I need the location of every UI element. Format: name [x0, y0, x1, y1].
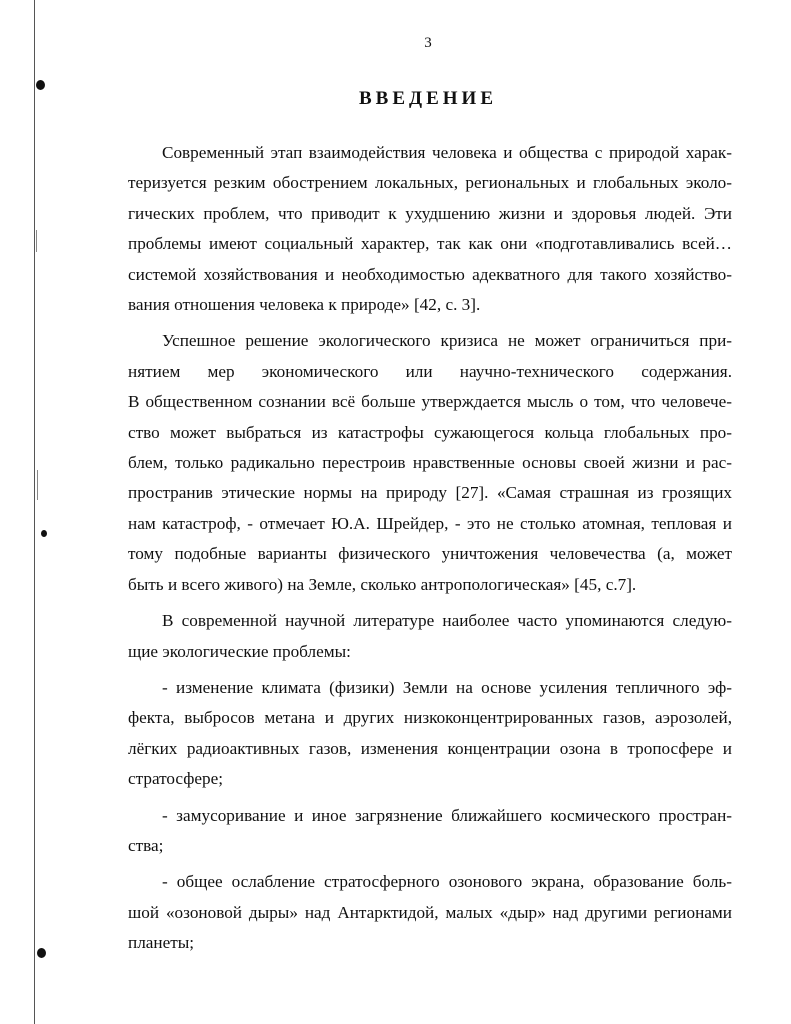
text-line: щие экологические проблемы:	[128, 641, 351, 661]
text-line: В современной научной литературе наиболее часто упоминаются следую-	[162, 611, 732, 631]
text-line: Успешное решение экологического кризиса не может ограничиться при-	[162, 331, 732, 351]
text-line: нятием мер экономического или научно-технического содержания.	[128, 361, 732, 381]
text-line: нам катастроф, - отмечает Ю.А. Шрейдер, - это не столько атомная, тепловая и	[128, 513, 732, 533]
text-line: фекта, выбросов метана и других низкоконцентрированных газов, аэрозолей,	[128, 708, 732, 728]
text-line: В общественном сознании всё больше утверждается мысль о том, что человече-	[128, 392, 732, 412]
list-item	[128, 801, 732, 862]
text-line: - замусоривание и иное загрязнение ближайшего космического простран-	[162, 805, 732, 825]
paragraph	[128, 606, 732, 667]
text-line: блем, только радикально перестроив нравственные основы своей жизни и рас-	[128, 453, 732, 473]
text-line: стратосфере;	[128, 769, 224, 789]
text-line: быть и всего живого) на Земле, сколько антропологическая» [45, с.7].	[128, 574, 637, 594]
text-line: Современный этап взаимодействия человека и общества с природой харак-	[162, 143, 732, 162]
text-line: пространив этические нормы на природу [27]. «Самая страшная из грозящих	[128, 483, 732, 503]
page-number: 3	[424, 35, 432, 51]
scan-speck	[37, 470, 38, 500]
list-item	[128, 673, 732, 795]
text-line: вания отношения человека к природе» [42, с. 3].	[128, 295, 481, 315]
scan-speck	[36, 230, 37, 252]
text-line: системой хозяйствования и необходимостью адекватного для такого хозяйство-	[128, 264, 732, 284]
paragraph	[128, 326, 732, 600]
text-line: - общее ослабление стратосферного озонового экрана, образование боль-	[162, 872, 732, 892]
punch-hole-mark	[37, 948, 46, 958]
body-text	[128, 138, 732, 965]
scan-speck	[41, 530, 47, 537]
page-title: ВВЕДЕНИЕ	[359, 88, 497, 109]
text-line: теризуется резким обострением локальных, региональных и глобальных эколо-	[128, 173, 732, 193]
text-line: ство может выбраться из катастрофы сужающегося кольца глобальных про-	[128, 422, 732, 442]
text-line: тому подобные варианты физического уничтожения человечества (а, может	[128, 544, 732, 564]
text-line: ства;	[128, 835, 164, 855]
paragraph	[128, 138, 732, 320]
text-line: - изменение климата (физики) Земли на основе усиления тепличного эф-	[162, 677, 732, 697]
text-line: шой «озоновой дыры» над Антарктидой, малых «дыр» над другими регионами	[128, 902, 732, 922]
text-line: лёгких радиоактивных газов, изменения концентрации озона в тропосфере и	[128, 738, 732, 758]
text-line: планеты;	[128, 933, 195, 953]
text-line: проблемы имеют социальный характер, так как они «подготавливались всей…	[128, 234, 732, 254]
text-line: гических проблем, что приводит к ухудшению жизни и здоровья людей. Эти	[128, 203, 732, 223]
binding-margin-line	[34, 0, 35, 1024]
list-item	[128, 867, 732, 958]
